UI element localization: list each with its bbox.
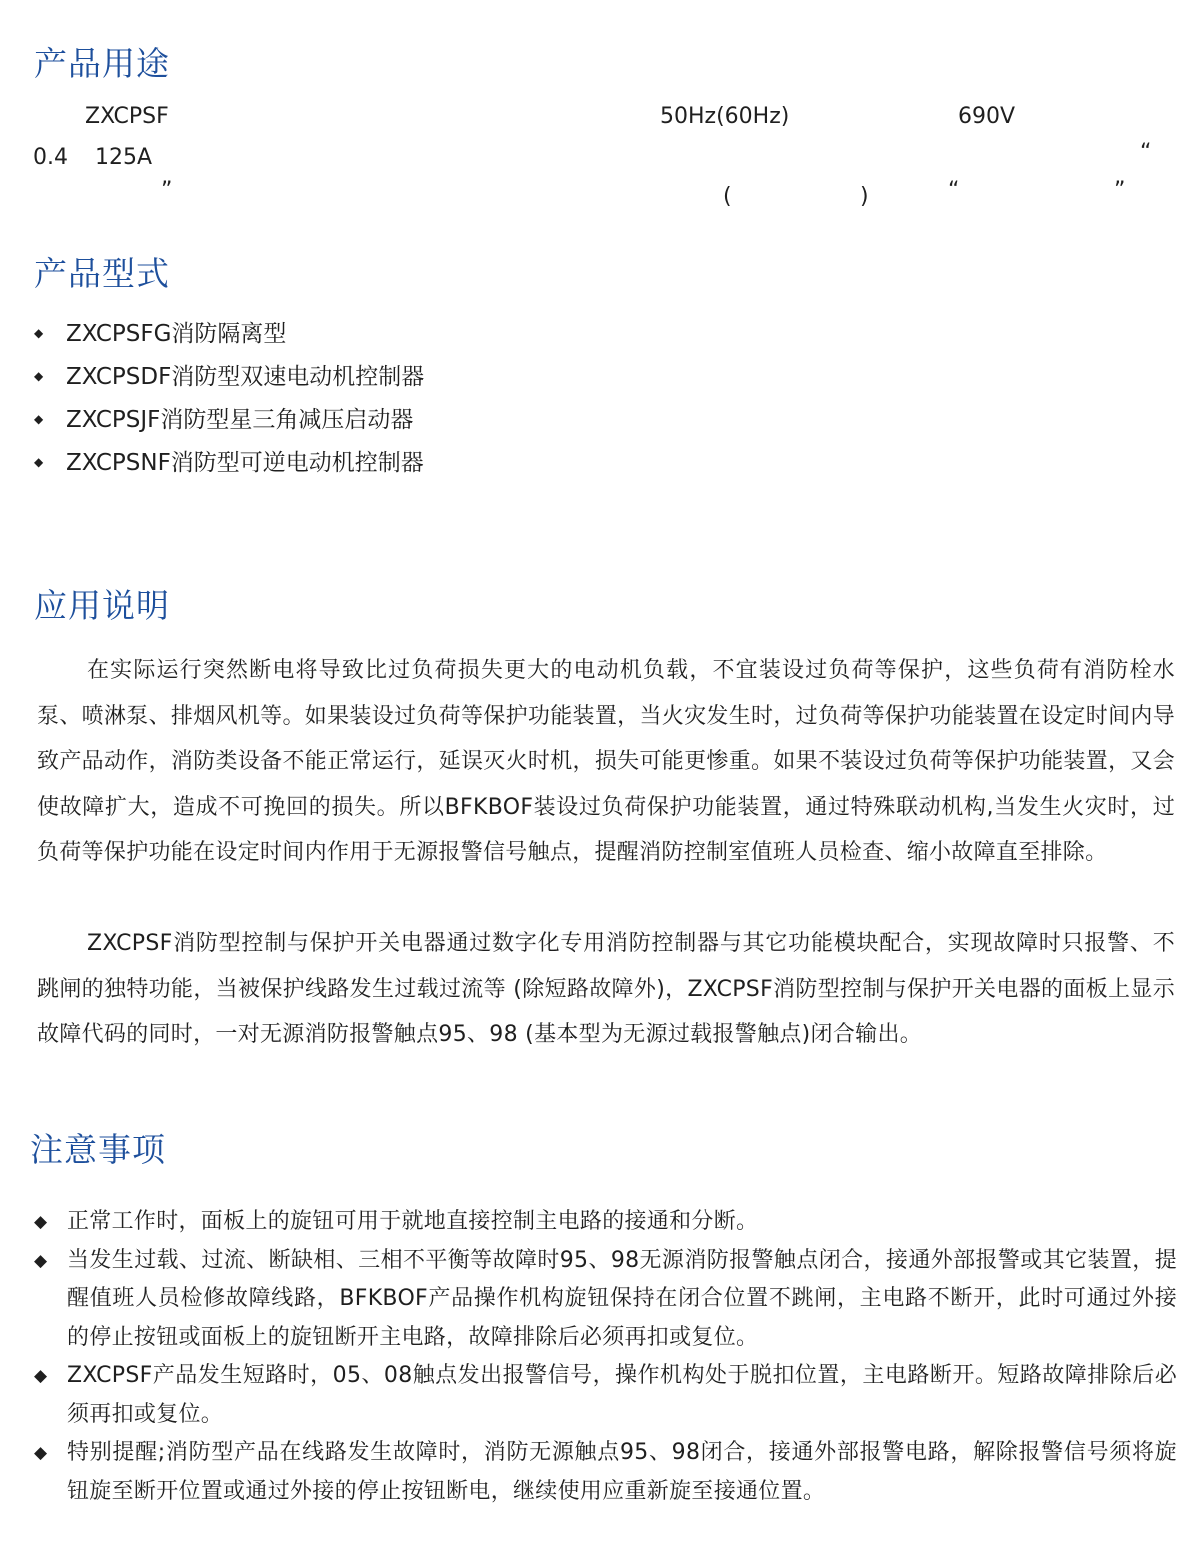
note-text: 特别提醒;消防型产品在线路发生故障时，消防无源触点95、98闭合，接通外部报警电路，解除报警信号须将旋钮旋至断开位置或通过外接的停止按钮断电，继续使用应重新旋至接通位置。: [67, 1440, 1177, 1504]
list-item: [32, 1357, 1177, 1434]
list-item: [34, 443, 424, 486]
diamond-bullet-icon: ◆: [34, 368, 44, 383]
diamond-bullet-icon: ◆: [34, 1366, 48, 1386]
list-item: [34, 357, 424, 400]
usage-quote-open: “: [1140, 140, 1152, 165]
diamond-bullet-icon: ◆: [34, 1250, 48, 1271]
diamond-bullet-icon: ◆: [34, 325, 44, 340]
usage-voltage: 690V: [958, 104, 1016, 129]
list-item: [34, 314, 424, 357]
usage-current-min: 0.4: [33, 145, 68, 170]
product-type-label: ZXCPSDF消防型双速电动机控制器: [66, 364, 425, 390]
product-type-label: ZXCPSJF消防型星三角减压启动器: [66, 407, 414, 433]
diamond-bullet-icon: ◆: [34, 1212, 48, 1232]
product-type-label: ZXCPSFG消防隔离型: [66, 321, 287, 347]
note-text: 正常工作时，面板上的旋钮可用于就地直接控制主电路的接通和分断。: [67, 1209, 759, 1234]
list-item: [32, 1242, 1177, 1358]
product-type-label: ZXCPSNF消防型可逆电动机控制器: [66, 450, 424, 476]
usage-current-max: 125A: [95, 145, 153, 170]
usage-quote-close-2: ”: [1114, 178, 1126, 203]
product-type-list: [34, 314, 424, 486]
list-item: [32, 1434, 1177, 1511]
usage-quote-close: ”: [161, 178, 173, 203]
diamond-bullet-icon: ◆: [34, 411, 44, 426]
notes-list: [32, 1203, 1177, 1511]
usage-paren-close: ): [860, 184, 869, 209]
application-paragraph-2: ZXCPSF消防型控制与保护开关电器通过数字化专用消防控制器与其它功能模块配合，实现故障时只报警、不跳闸的独特功能，当被保护线路发生过载过流等 (除短路故障外)，ZXCPSF消防型控制与保护开关电器的面板上显示故障代码的同时，一对无源消防报警触点95、98 (基本型为无源过载报警触点)闭合输出。: [37, 931, 1175, 1047]
usage-model: ZXCPSF: [85, 104, 169, 129]
application-paragraph-1: 在实际运行突然断电将导致比过负荷损失更大的电动机负载，不宜装设过负荷等保护，这些负荷有消防栓水泵、喷淋泵、排烟风机等。如果装设过负荷等保护功能装置，当火灾发生时，过负荷等保护功能装置在设定时间内导致产品动作，消防类设备不能正常运行，延误灭火时机，损失可能更惨重。如果不装设过负荷等保护功能装置，又会使故障扩大，造成不可挽回的损失。所以BFKBOF装设过负荷保护功能装置，通过特殊联动机构,当发生火灾时，过负荷等保护功能在设定时间内作用于无源报警信号触点，提醒消防控制室值班人员检查、缩小故障直至排除。: [37, 658, 1175, 865]
note-text: ZXCPSF产品发生短路时，05、08触点发出报警信号，操作机构处于脱扣位置，主电路断开。短路故障排除后必须再扣或复位。: [67, 1363, 1177, 1427]
usage-quote-open-2: “: [948, 178, 960, 203]
list-item: [34, 400, 424, 443]
section-title-usage: 产品用途: [34, 44, 170, 83]
section-title-notes: 注意事项: [30, 1130, 166, 1169]
diamond-bullet-icon: ◆: [34, 454, 44, 469]
list-item: [32, 1203, 1177, 1242]
diamond-bullet-icon: ◆: [34, 1443, 48, 1463]
usage-frequency: 50Hz(60Hz): [660, 104, 790, 129]
section-title-types: 产品型式: [34, 254, 170, 293]
section-title-application: 应用说明: [34, 586, 170, 625]
note-text: 当发生过载、过流、断缺相、三相不平衡等故障时95、98无源消防报警触点闭合，接通外部报警或其它装置，提醒值班人员检修故障线路，BFKBOF产品操作机构旋钮保持在闭合位置不跳闸，主电路不断开，此时可通过外接的停止按钮或面板上的旋钮断开主电路，故障排除后必须再扣或复位。: [67, 1247, 1177, 1350]
usage-paren-open: (: [723, 184, 732, 209]
